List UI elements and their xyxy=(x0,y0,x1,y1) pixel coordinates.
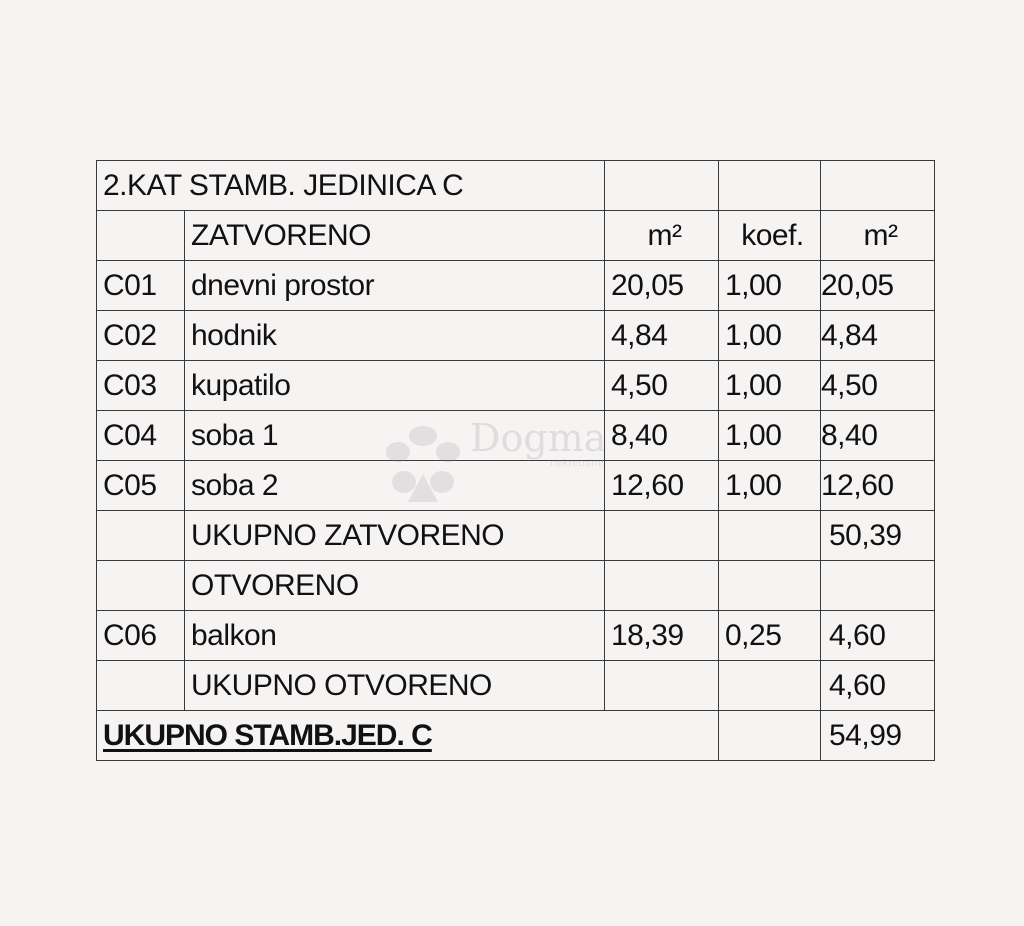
table-title: 2.KAT STAMB. JEDINICA C xyxy=(97,161,605,211)
room-net-area: 4,84 xyxy=(821,311,935,361)
empty-cell xyxy=(97,661,185,711)
area-unit-header: m² xyxy=(605,211,719,261)
empty-cell xyxy=(97,511,185,561)
empty-cell xyxy=(719,511,821,561)
room-area: 4,50 xyxy=(605,361,719,411)
room-coef: 1,00 xyxy=(719,461,821,511)
room-area: 8,40 xyxy=(605,411,719,461)
empty-cell xyxy=(821,161,935,211)
grand-total-label: UKUPNO STAMB.JED. C xyxy=(103,718,432,752)
room-net-area: 12,60 xyxy=(821,461,935,511)
room-coef: 1,00 xyxy=(719,311,821,361)
grand-total-row xyxy=(97,711,935,761)
room-net-area: 8,40 xyxy=(821,411,935,461)
empty-cell xyxy=(821,561,935,611)
table-row xyxy=(97,311,935,361)
header-row xyxy=(97,211,935,261)
open-total-value: 4,60 xyxy=(821,661,935,711)
coef-header: koef. xyxy=(719,211,821,261)
room-name: soba 2 xyxy=(185,461,605,511)
room-code: C01 xyxy=(97,261,185,311)
empty-cell xyxy=(719,561,821,611)
table-row xyxy=(97,361,935,411)
open-total-row xyxy=(97,661,935,711)
closed-total-value: 50,39 xyxy=(821,511,935,561)
room-area: 20,05 xyxy=(605,261,719,311)
room-area: 12,60 xyxy=(605,461,719,511)
room-name: hodnik xyxy=(185,311,605,361)
room-net-area: 4,50 xyxy=(821,361,935,411)
grand-total-label-cell xyxy=(97,711,719,761)
room-code: C05 xyxy=(97,461,185,511)
watermark-brand: Dogma xyxy=(470,416,607,460)
room-coef: 0,25 xyxy=(719,611,821,661)
closed-total-label: UKUPNO ZATVORENO xyxy=(185,511,605,561)
room-name: dnevni prostor xyxy=(185,261,605,311)
open-total-label: UKUPNO OTVORENO xyxy=(185,661,605,711)
section-label-closed: ZATVORENO xyxy=(185,211,605,261)
room-code: C04 xyxy=(97,411,185,461)
room-coef: 1,00 xyxy=(719,261,821,311)
table-row xyxy=(97,411,935,461)
empty-cell xyxy=(605,511,719,561)
table-row xyxy=(97,461,935,511)
empty-cell xyxy=(605,561,719,611)
room-name: kupatilo xyxy=(185,361,605,411)
title-row xyxy=(97,161,935,211)
room-coef: 1,00 xyxy=(719,361,821,411)
grand-total-value: 54,99 xyxy=(821,711,935,761)
open-section-row xyxy=(97,561,935,611)
empty-cell xyxy=(719,711,821,761)
room-coef: 1,00 xyxy=(719,411,821,461)
room-code: C02 xyxy=(97,311,185,361)
room-area: 18,39 xyxy=(605,611,719,661)
empty-cell xyxy=(719,161,821,211)
empty-cell xyxy=(97,561,185,611)
room-net-area: 4,60 xyxy=(821,611,935,661)
room-name: balkon xyxy=(185,611,605,661)
empty-cell xyxy=(605,161,719,211)
area-table xyxy=(96,160,935,761)
table-row xyxy=(97,611,935,661)
net-unit-header: m² xyxy=(821,211,935,261)
empty-cell xyxy=(97,211,185,261)
section-label-open: OTVORENO xyxy=(185,561,605,611)
room-code: C06 xyxy=(97,611,185,661)
room-name: soba 1 xyxy=(185,411,605,461)
watermark-sub: nekretnine xyxy=(550,458,604,469)
room-code: C03 xyxy=(97,361,185,411)
room-area: 4,84 xyxy=(605,311,719,361)
empty-cell xyxy=(605,661,719,711)
empty-cell xyxy=(719,661,821,711)
room-net-area: 20,05 xyxy=(821,261,935,311)
area-sheet xyxy=(96,160,934,761)
table-row xyxy=(97,261,935,311)
closed-total-row xyxy=(97,511,935,561)
